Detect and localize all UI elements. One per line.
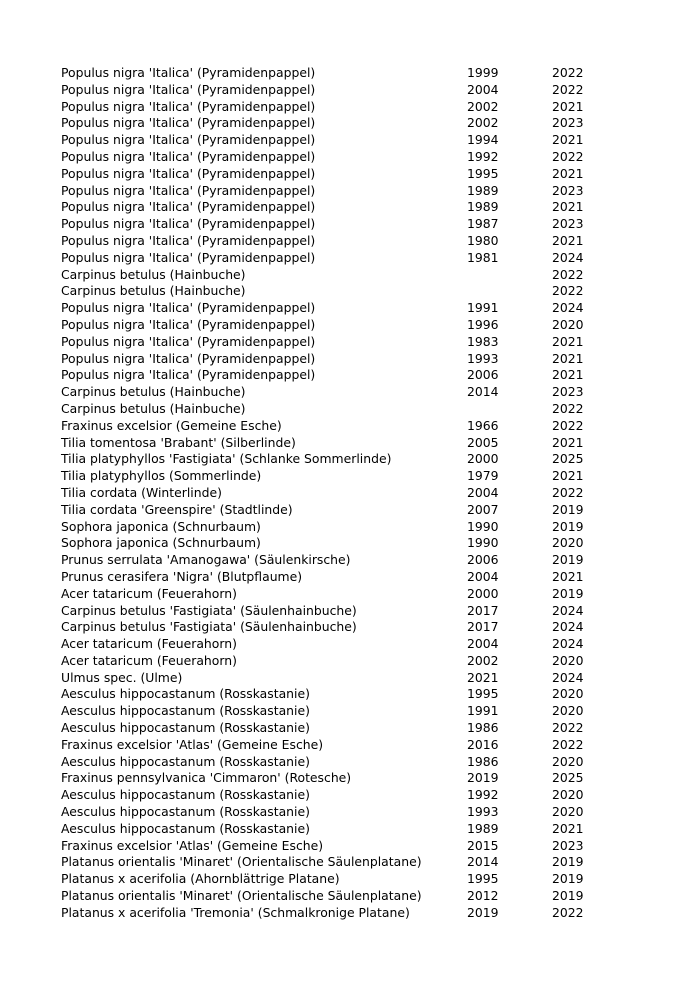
species-cell: Fraxinus excelsior 'Atlas' (Gemeine Esche)	[61, 837, 324, 853]
table-row	[61, 65, 621, 82]
table-row	[61, 233, 621, 250]
inspection-year-cell: 2024	[552, 300, 584, 316]
planted-year-cell: 2004	[467, 81, 499, 97]
species-cell: Populus nigra 'Italica' (Pyramidenpappel)	[61, 232, 316, 248]
species-cell: Populus nigra 'Italica' (Pyramidenpappel)	[61, 350, 316, 366]
species-cell: Populus nigra 'Italica' (Pyramidenpappel)	[61, 300, 316, 316]
planted-year-cell: 1994	[467, 132, 499, 148]
table-row	[61, 821, 621, 838]
inspection-year-cell: 2023	[552, 115, 584, 131]
inspection-year-cell: 2025	[552, 451, 584, 467]
table-row	[61, 754, 621, 771]
inspection-year-cell: 2024	[552, 249, 584, 265]
planted-year-cell: 1995	[467, 871, 499, 887]
species-cell: Populus nigra 'Italica' (Pyramidenpappel)	[61, 367, 316, 383]
species-cell: Sophora japonica (Schnurbaum)	[61, 535, 261, 551]
species-cell: Acer tataricum (Feuerahorn)	[61, 585, 237, 601]
table-row	[61, 619, 621, 636]
table-row	[61, 670, 621, 687]
planted-year-cell: 2021	[467, 669, 499, 685]
inspection-year-cell: 2023	[552, 384, 584, 400]
table-row	[61, 401, 621, 418]
table-row	[61, 720, 621, 737]
inspection-year-cell: 2022	[552, 266, 584, 282]
table-row	[61, 115, 621, 132]
species-cell: Prunus cerasifera 'Nigra' (Blutpflaume)	[61, 568, 303, 584]
inspection-year-cell: 2022	[552, 283, 584, 299]
table-row	[61, 317, 621, 334]
species-cell: Carpinus betulus (Hainbuche)	[61, 283, 246, 299]
planted-year-cell: 2014	[467, 384, 499, 400]
inspection-year-cell: 2021	[552, 333, 584, 349]
inspection-year-cell: 2020	[552, 804, 584, 820]
table-row	[61, 603, 621, 620]
inspection-year-cell: 2021	[552, 434, 584, 450]
planted-year-cell: 1980	[467, 232, 499, 248]
inspection-year-cell: 2021	[552, 367, 584, 383]
inspection-year-cell: 2021	[552, 820, 584, 836]
inspection-year-cell: 2019	[552, 552, 584, 568]
planted-year-cell: 2006	[467, 552, 499, 568]
planted-year-cell: 2005	[467, 434, 499, 450]
table-row	[61, 300, 621, 317]
inspection-year-cell: 2021	[552, 350, 584, 366]
table-row	[61, 636, 621, 653]
table-row	[61, 804, 621, 821]
species-cell: Platanus orientalis 'Minaret' (Orientalische Säulenplatane)	[61, 854, 422, 870]
inspection-year-cell: 2021	[552, 232, 584, 248]
table-row	[61, 905, 621, 922]
inspection-year-cell: 2019	[552, 585, 584, 601]
species-cell: Acer tataricum (Feuerahorn)	[61, 636, 237, 652]
inspection-year-cell: 2020	[552, 753, 584, 769]
species-cell: Aesculus hippocastanum (Rosskastanie)	[61, 804, 310, 820]
planted-year-cell: 2017	[467, 619, 499, 635]
inspection-year-cell: 2022	[552, 400, 584, 416]
inspection-year-cell: 2024	[552, 619, 584, 635]
planted-year-cell: 1999	[467, 65, 499, 80]
species-cell: Aesculus hippocastanum (Rosskastanie)	[61, 703, 310, 719]
planted-year-cell: 1993	[467, 350, 499, 366]
species-cell: Fraxinus excelsior (Gemeine Esche)	[61, 417, 282, 433]
planted-year-cell: 1993	[467, 804, 499, 820]
inspection-year-cell: 2024	[552, 669, 584, 685]
species-cell: Populus nigra 'Italica' (Pyramidenpappel)	[61, 249, 316, 265]
species-cell: Carpinus betulus 'Fastigiata' (Säulenhainbuche)	[61, 619, 357, 635]
planted-year-cell: 1986	[467, 720, 499, 736]
table-row	[61, 132, 621, 149]
planted-year-cell: 1989	[467, 820, 499, 836]
table-row	[61, 737, 621, 754]
species-cell: Tilia cordata 'Greenspire' (Stadtlinde)	[61, 501, 293, 517]
inspection-year-cell: 2020	[552, 652, 584, 668]
inspection-year-cell: 2020	[552, 787, 584, 803]
table-row	[61, 569, 621, 586]
species-cell: Populus nigra 'Italica' (Pyramidenpappel)	[61, 165, 316, 181]
inspection-year-cell: 2019	[552, 501, 584, 517]
inspection-year-cell: 2020	[552, 316, 584, 332]
table-row	[61, 418, 621, 435]
species-cell: Prunus serrulata 'Amanogawa' (Säulenkirsche)	[61, 552, 351, 568]
planted-year-cell: 2004	[467, 568, 499, 584]
planted-year-cell: 1989	[467, 182, 499, 198]
inspection-year-cell: 2019	[552, 518, 584, 534]
planted-year-cell: 2019	[467, 904, 499, 920]
planted-year-cell: 2002	[467, 652, 499, 668]
planted-year-cell: 1991	[467, 703, 499, 719]
planted-year-cell: 2000	[467, 451, 499, 467]
planted-year-cell: 2002	[467, 98, 499, 114]
planted-year-cell: 2017	[467, 602, 499, 618]
species-cell: Carpinus betulus (Hainbuche)	[61, 266, 246, 282]
inspection-year-cell: 2019	[552, 888, 584, 904]
table-row	[61, 838, 621, 855]
table-row	[61, 99, 621, 116]
inspection-year-cell: 2020	[552, 686, 584, 702]
planted-year-cell: 1981	[467, 249, 499, 265]
species-cell: Aesculus hippocastanum (Rosskastanie)	[61, 720, 310, 736]
table-row	[61, 166, 621, 183]
table-row	[61, 267, 621, 284]
inspection-year-cell: 2022	[552, 81, 584, 97]
table-row	[61, 485, 621, 502]
planted-year-cell: 1966	[467, 417, 499, 433]
table-row	[61, 502, 621, 519]
table-row	[61, 283, 621, 300]
species-cell: Platanus orientalis 'Minaret' (Orientalische Säulenplatane)	[61, 888, 422, 904]
planted-year-cell: 1996	[467, 316, 499, 332]
planted-year-cell: 2016	[467, 736, 499, 752]
species-cell: Tilia platyphyllos 'Fastigiata' (Schlanke Sommerlinde)	[61, 451, 392, 467]
species-cell: Platanus x acerifolia 'Tremonia' (Schmalkronige Platane)	[61, 904, 410, 920]
planted-year-cell: 1987	[467, 216, 499, 232]
species-cell: Populus nigra 'Italica' (Pyramidenpappel)	[61, 182, 316, 198]
inspection-year-cell: 2021	[552, 468, 584, 484]
table-row	[61, 686, 621, 703]
table-row	[61, 384, 621, 401]
species-cell: Populus nigra 'Italica' (Pyramidenpappel)	[61, 199, 316, 215]
species-cell: Ulmus spec. (Ulme)	[61, 669, 183, 685]
species-cell: Carpinus betulus (Hainbuche)	[61, 400, 246, 416]
table-row	[61, 351, 621, 368]
planted-year-cell: 2007	[467, 501, 499, 517]
inspection-year-cell: 2021	[552, 132, 584, 148]
inspection-year-cell: 2023	[552, 216, 584, 232]
planted-year-cell: 1992	[467, 787, 499, 803]
inspection-year-cell: 2022	[552, 484, 584, 500]
species-cell: Acer tataricum (Feuerahorn)	[61, 652, 237, 668]
table-row	[61, 653, 621, 670]
species-cell: Tilia platyphyllos (Sommerlinde)	[61, 468, 262, 484]
species-cell: Populus nigra 'Italica' (Pyramidenpappel)	[61, 216, 316, 232]
inspection-year-cell: 2021	[552, 568, 584, 584]
planted-year-cell: 2012	[467, 888, 499, 904]
table-row	[61, 250, 621, 267]
inspection-year-cell: 2021	[552, 199, 584, 215]
planted-year-cell: 1986	[467, 753, 499, 769]
species-cell: Platanus x acerifolia (Ahornblättrige Platane)	[61, 871, 340, 887]
table-row	[61, 854, 621, 871]
inspection-year-cell: 2024	[552, 636, 584, 652]
table-row	[61, 199, 621, 216]
table-row	[61, 149, 621, 166]
inspection-year-cell: 2023	[552, 182, 584, 198]
table-row	[61, 451, 621, 468]
planted-year-cell: 1990	[467, 535, 499, 551]
inspection-year-cell: 2025	[552, 770, 584, 786]
planted-year-cell: 1983	[467, 333, 499, 349]
species-cell: Populus nigra 'Italica' (Pyramidenpappel)	[61, 148, 316, 164]
inspection-year-cell: 2024	[552, 602, 584, 618]
species-cell: Fraxinus pennsylvanica 'Cimmaron' (Rotesche)	[61, 770, 352, 786]
species-cell: Fraxinus excelsior 'Atlas' (Gemeine Esche)	[61, 736, 324, 752]
table-row	[61, 586, 621, 603]
table-row	[61, 334, 621, 351]
inspection-year-cell: 2022	[552, 417, 584, 433]
species-cell: Aesculus hippocastanum (Rosskastanie)	[61, 753, 310, 769]
table-row	[61, 82, 621, 99]
inspection-year-cell: 2023	[552, 837, 584, 853]
inspection-year-cell: 2022	[552, 65, 584, 80]
planted-year-cell: 1991	[467, 300, 499, 316]
table-row	[61, 216, 621, 233]
species-cell: Populus nigra 'Italica' (Pyramidenpappel)	[61, 115, 316, 131]
table-row	[61, 770, 621, 787]
species-cell: Populus nigra 'Italica' (Pyramidenpappel)	[61, 316, 316, 332]
planted-year-cell: 2014	[467, 854, 499, 870]
species-cell: Populus nigra 'Italica' (Pyramidenpappel)	[61, 98, 316, 114]
species-cell: Populus nigra 'Italica' (Pyramidenpappel)	[61, 65, 316, 80]
inspection-year-cell: 2020	[552, 535, 584, 551]
table-row	[61, 552, 621, 569]
table-row	[61, 468, 621, 485]
planted-year-cell: 1979	[467, 468, 499, 484]
species-cell: Populus nigra 'Italica' (Pyramidenpappel)	[61, 333, 316, 349]
species-cell: Populus nigra 'Italica' (Pyramidenpappel)	[61, 132, 316, 148]
planted-year-cell: 1989	[467, 199, 499, 215]
table-row	[61, 367, 621, 384]
table-row	[61, 888, 621, 905]
inspection-year-cell: 2021	[552, 98, 584, 114]
species-cell: Aesculus hippocastanum (Rosskastanie)	[61, 787, 310, 803]
species-cell: Carpinus betulus 'Fastigiata' (Säulenhainbuche)	[61, 602, 357, 618]
inspection-year-cell: 2021	[552, 165, 584, 181]
inspection-year-cell: 2022	[552, 148, 584, 164]
inspection-year-cell: 2022	[552, 904, 584, 920]
planted-year-cell: 2019	[467, 770, 499, 786]
inspection-year-cell: 2020	[552, 703, 584, 719]
table-row	[61, 519, 621, 536]
inspection-year-cell: 2019	[552, 854, 584, 870]
planted-year-cell: 2004	[467, 484, 499, 500]
inspection-year-cell: 2019	[552, 871, 584, 887]
table-row	[61, 703, 621, 720]
inspection-year-cell: 2022	[552, 736, 584, 752]
planted-year-cell: 2002	[467, 115, 499, 131]
tree-table	[61, 65, 621, 922]
species-cell: Sophora japonica (Schnurbaum)	[61, 518, 261, 534]
table-row	[61, 535, 621, 552]
planted-year-cell: 1992	[467, 148, 499, 164]
planted-year-cell: 2015	[467, 837, 499, 853]
table-row	[61, 183, 621, 200]
species-cell: Aesculus hippocastanum (Rosskastanie)	[61, 686, 310, 702]
table-row	[61, 871, 621, 888]
planted-year-cell: 2006	[467, 367, 499, 383]
species-cell: Tilia cordata (Winterlinde)	[61, 484, 222, 500]
planted-year-cell: 2000	[467, 585, 499, 601]
planted-year-cell: 1995	[467, 165, 499, 181]
planted-year-cell: 2004	[467, 636, 499, 652]
table-row	[61, 435, 621, 452]
planted-year-cell: 1990	[467, 518, 499, 534]
species-cell: Populus nigra 'Italica' (Pyramidenpappel)	[61, 81, 316, 97]
inspection-year-cell: 2022	[552, 720, 584, 736]
species-cell: Carpinus betulus (Hainbuche)	[61, 384, 246, 400]
species-cell: Tilia tomentosa 'Brabant' (Silberlinde)	[61, 434, 296, 450]
planted-year-cell: 1995	[467, 686, 499, 702]
species-cell: Aesculus hippocastanum (Rosskastanie)	[61, 820, 310, 836]
table-row	[61, 787, 621, 804]
